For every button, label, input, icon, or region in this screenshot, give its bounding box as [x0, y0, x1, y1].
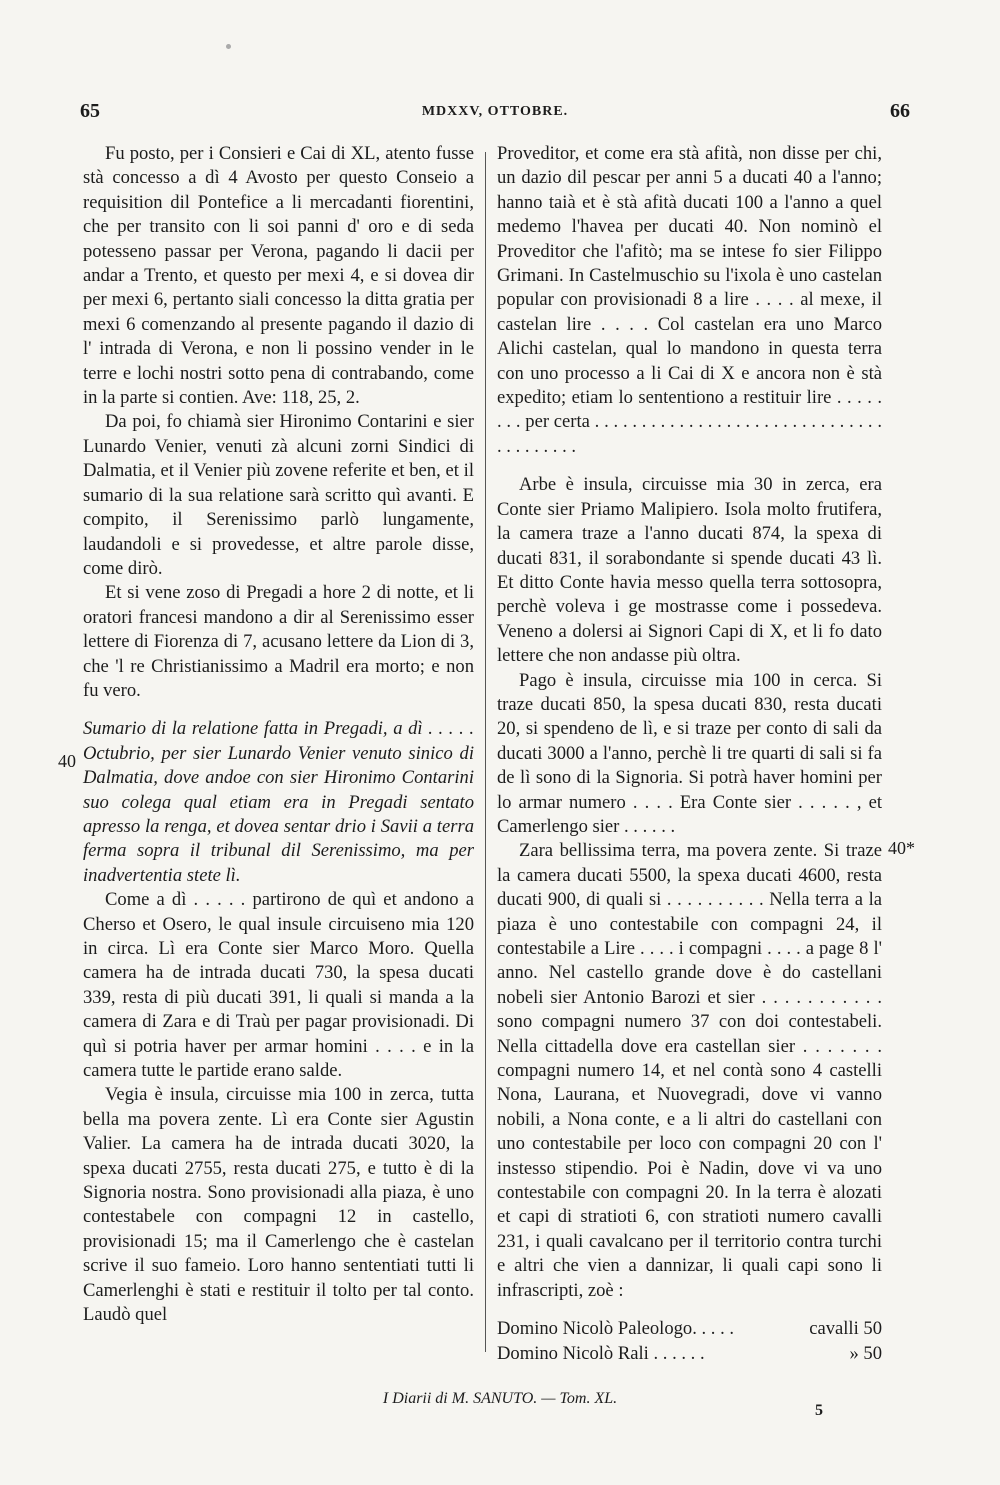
column-divider	[485, 152, 486, 1352]
paragraph: Proveditor, et come era stà afità, non disse per chi, un dazio dil pescar per anni 5 a ducati 40 a l'anno; hanno taià et è stà afità ducati 100 a l'anno a quel medemo l'havea per ducati 40. Non nominò el Proveditor che l'afitò; ma se intese fo sier Filippo Grimani. In Castelmuschio su l'ixola è uno castelan popular con provisionadi 8 a lire . . . . al mexe, il castelan lire . . . . Col castelan era uno Marco Alichi castelan, qual lo mandono in questa terra con uno processo a li Cai di X e ancora non è stà expedito; etiam lo sententiono a restituir lire . . . . . . . . per certa . . . . . . . . . . . . . . . . . . . . . . . . . . . . . . . . . . . . . . . .	[497, 143, 882, 457]
left-column	[83, 142, 474, 1352]
paragraph: Da poi, fo chiamà sier Hironimo Contarini e sier Lunardo Venier, venuti zà alcuni zorni Sindici di Dalmatia, et il Venier più zovene referite et ben, et il sumario di la sua relatione sarà scritto quì avanti. E compito, il Serenissimo parlò lungamente, laudandoli e si provedesse, et altre parole disse, come dirò.	[83, 411, 474, 579]
list-item	[497, 1342, 882, 1366]
paragraph: Arbe è insula, circuisse mia 30 in zerca, era Conte sier Priamo Malipiero. Isola molto frutifera, la camera traze a l'anno ducati 874, la spexa di ducati 831, il sorabondante si spende ducati 43 lì. Et ditto Conte havia messo quella terra sottosopra, perchè voleva i ge mostrasse come i possedeva. Veneno a dolersi ai Signori Capi di X, et li fo dato lettere che non andasse più oltra.	[497, 474, 882, 667]
paragraph: Vegia è insula, circuisse mia 100 in zerca, tutta bella ma povera zente. Lì era Conte sier Agustin Valier. La camera ha de intrada ducati 3020, la spexa ducati 2755, resta ducati 275, e tutto è di la Signoria nostra. Sono provisionadi alla piaza, è uno contestabele con compagni 12 in castello, provisionadi 15; ma il Camerlengo che è castelan scrive il suo fameio. Loro hanno sententiati tutti li Camerlenghi è stati e restituir il tolto per tal conto. Laudò quel	[83, 1084, 474, 1326]
footer-citation: I Diarii di M. SANUTO. — Tom. XL.	[382, 1390, 618, 1407]
paragraph: Zara bellissima terra, ma povera zente. Si traze la camera ducati 5500, la spexa ducati 4600, resta ducati 900, di quali si . . . . . . . . . . Nella terra a la piaza è uno contestabile con compagni 24, il contestabile a Lire . . . . i compagni . . . . a page 8 l' anno. Nel castello grande dove è do castellani nobeli sier Antonio Barozi et sier . . . . . . . . . . . sono compagni numero 37 con doi contestabeli. Nella cittadella dove era castellan sier . . . . . . . compagni numero 14, et nel contà sono 4 castelli Nona, Laurana, et Nuovegradi, dove vi vanno nobili, a Nona conte, e a li altri do castellani con uno contestabile per loco con compagni 20 con l' instesso stipendio. Poi è Nadin, dove vi va uno contestabile con compagni 20. In la terra è alozati et capi di stratioti 6, con stratioti numero cavalli 231, i quali cavalcano per il territorio contra turchi e altri che vien a dannizar, li quali capi sono li infrascripti, zoè :	[497, 840, 882, 1301]
section-heading-sumario: Sumario di la relatione fatta in Pregadi, a dì . . . . . Octubrio, per sier Lunardo Venier venuto sinico di Dalmatia, dove andoe con sier Hironimo Contarini suo colega qual etiam era in Pregadi sentato apresso la renga, et dovea sentar drio i Savii a terra ferma sopra il tribunal dil Serenissimo, ma per inadvertentia stete lì.	[83, 718, 474, 886]
signature-mark: 5	[815, 1402, 823, 1419]
paragraph: Et si vene zoso di Pregadi a hore 2 di notte, et li oratori francesi mandono a dir al Serenissimo esser lettere di Fiorenza di 7, acusano lettere da Lion di 3, che 'l re Christianissimo a Madril era morto; e non fu vero.	[83, 582, 474, 701]
speck	[226, 44, 231, 49]
list-item-name: Domino Nicolò Paleologo. . . . .	[497, 1318, 735, 1340]
list-item	[497, 1317, 882, 1341]
page-number-right: 66	[890, 100, 910, 122]
paragraph: Fu posto, per i Consieri e Cai di XL, atento fusse stà concesso a dì 4 Avosto per questo Conseio a requisition dil Pontefice a li mercadanti fiorentini, che per transito con li soi panni d' oro e di seda potesseno passar per Verona, pagando li dacii per andar a Trento, et questo per mexi 4, e si dovea dir per mexi 6, pertanto siali concesso la ditta gratia per mexi 6 comenzando al presente pagando il dazio di l' intrada di Verona, e non li possino vender in le terre e lochi nostri sotto pena di contrabando, come in la parte si contien. Ave: 118, 25, 2.	[83, 143, 474, 409]
list-item-value: » 50	[849, 1342, 882, 1364]
list-item-value: cavalli 50	[809, 1318, 882, 1340]
paragraph: Pago è insula, circuisse mia 100 in cerca. Si traze ducati 850, la spesa ducati 830, resta ducati 20, si spendeno de lì, e si traze per conto di sali da ducati 3000 a l'anno, perchè li tre quarti di sali si fa de lì sono di la Signoria. Si potrà haver homini per lo armar numero . . . . Era Conte sier . . . . . , et Camerlengo sier . . . . . .	[497, 669, 882, 837]
page-number-left: 65	[80, 100, 100, 122]
margin-line-number-left: 40	[58, 751, 76, 771]
right-column	[497, 142, 882, 1364]
running-title: MDXXV, OTTOBRE.	[421, 104, 569, 119]
page-header	[80, 100, 910, 126]
list-item-name: Domino Nicolò Rali . . . . . .	[497, 1342, 705, 1364]
paragraph: Come a dì . . . . . partirono de quì et andono a Cherso et Osero, le qual insule circuiseno mia 120 in circa. Lì era Conte sier Marco Moro. Quella camera ha de intrada ducati 730, la spesa ducati 339, resta di più ducati 391, li quali si manda a la camera di Zara e di Traù per pagar provisionadi. Di quì si potria haver per armar homini . . . . e in la camera tutte le partide erano salde.	[83, 889, 474, 1082]
margin-line-number-right: 40*	[888, 838, 915, 858]
